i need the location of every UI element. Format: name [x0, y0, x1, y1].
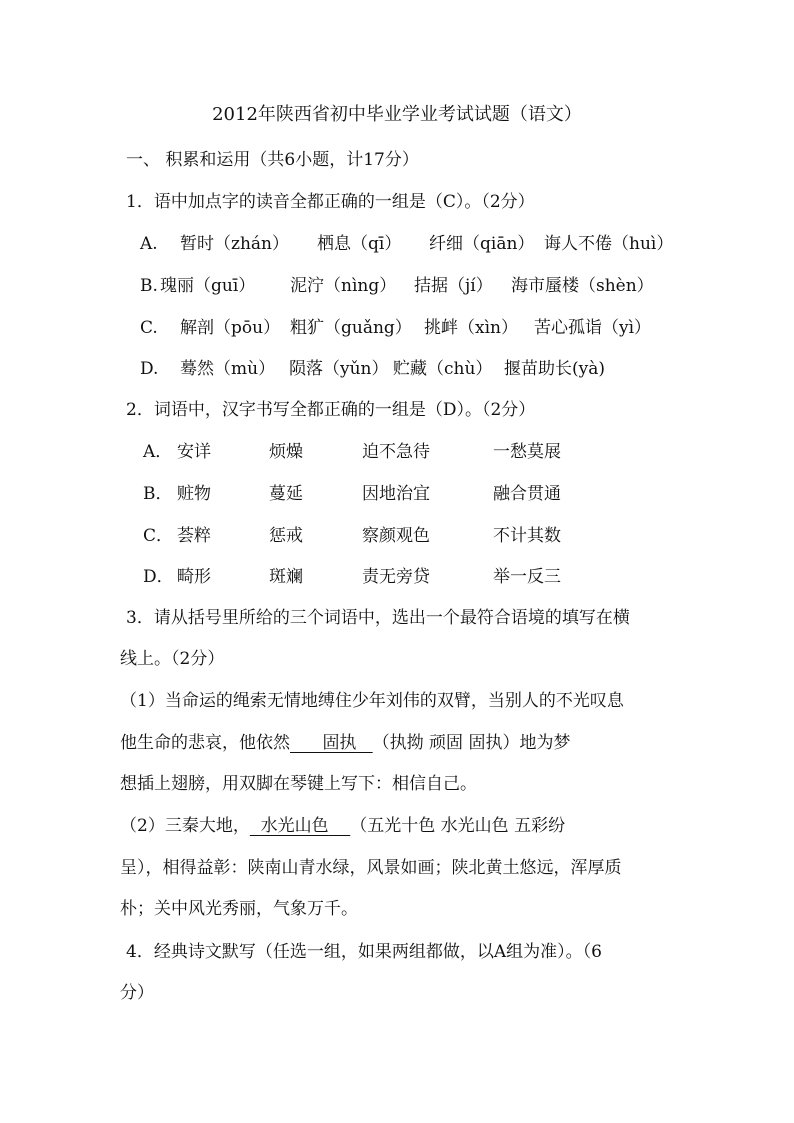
option-item: 海市蜃楼（shèn）	[511, 276, 654, 296]
option-item: 蓦然（mù）	[180, 359, 276, 379]
option-item: 烦燥	[269, 442, 303, 462]
option-item: 融合贯通	[493, 484, 561, 504]
part-1-answer: 固执	[322, 733, 357, 753]
option-label: B.	[140, 276, 158, 296]
question-3-part-2-line-2: 呈），相得益彰：陕南山青水绿，风景如画；陕北黄土悠远，浑厚质	[120, 858, 622, 878]
option-label: D.	[140, 359, 159, 379]
option-label: A.	[140, 234, 158, 254]
question-3-part-2-line-3: 朴；关中风光秀丽，气象万千。	[120, 899, 358, 919]
option-item: 察颜观色	[362, 526, 430, 546]
option-label: D．	[143, 567, 174, 587]
question-4-stem: 4．经典诗文默写（任选一组，如果两组都做，以A组为准）。（6	[126, 942, 602, 962]
option-item: 揠苗助长(yà)	[504, 359, 606, 379]
part-1-suffix: （执拗 顽固 固执）地为梦	[372, 733, 571, 753]
option-item: 一愁莫展	[493, 442, 561, 462]
part-2-answer: 水光山色	[260, 816, 329, 836]
option-item: 拮据（jí）	[414, 276, 493, 296]
question-3-part-1-line-2	[120, 732, 570, 754]
option-item: 不计其数	[493, 526, 561, 546]
part-2-prefix: （2）三秦大地，	[120, 816, 250, 836]
option-item: 栖息（qī）	[317, 234, 402, 254]
option-item: 苦心孤诣（yì）	[534, 318, 652, 338]
option-item: 安详	[177, 442, 211, 462]
question-3-stem-cont: 线上。（2分）	[120, 649, 225, 669]
option-item: 举一反三	[493, 567, 561, 587]
option-label: C．	[143, 526, 174, 546]
option-item: 诲人不倦（huì）	[544, 234, 674, 254]
question-3-part-1-line-3: 想插上翅膀，用双脚在琴键上写下：相信自己。	[120, 774, 477, 794]
option-label: A．	[143, 442, 173, 462]
question-2-stem: 2．词语中，汉字书写全都正确的一组是（D）。（2分）	[126, 400, 536, 420]
option-item: 解剖（pōu）	[180, 318, 281, 338]
option-item: 荟粹	[177, 526, 211, 546]
option-item: 责无旁贷	[362, 567, 430, 587]
option-label: B．	[143, 484, 173, 504]
option-item: 陨落（yǔn）	[289, 359, 389, 379]
question-1-stem: 1．语中加点字的读音全都正确的一组是（C）。（2分）	[126, 192, 535, 212]
part-2-answer-blank	[250, 816, 350, 836]
part-1-answer-blank	[290, 733, 373, 753]
question-3-stem: 3．请从括号里所给的三个词语中，选出一个最符合语境的填写在横	[126, 608, 630, 628]
option-item: 因地治宜	[362, 484, 430, 504]
option-item: 瑰丽（guī）	[160, 276, 256, 296]
page-title: 2012年陕西省初中毕业学业考试试题（语文）	[212, 104, 582, 125]
option-item: 粗犷（guǎng）	[290, 318, 412, 338]
option-item: 迫不急待	[362, 442, 430, 462]
option-item: 纤细（qiān）	[429, 234, 535, 254]
option-item: 蔓延	[269, 484, 303, 504]
option-item: 暂时（zhán）	[180, 234, 289, 254]
option-item: 惩戒	[269, 526, 303, 546]
section-heading: 一、 积累和运用（共6小题，计17分）	[126, 150, 419, 170]
option-item: 贮藏（chù）	[393, 359, 493, 379]
part-2-suffix: （五光十色 水光山色 五彩纷	[350, 816, 566, 836]
option-item: 畸形	[177, 567, 211, 587]
question-3-part-2-line-1	[120, 815, 565, 837]
option-label: C.	[140, 318, 158, 338]
question-3-part-1-line-1: （1）当命运的绳索无情地缚住少年刘伟的双臂，当别人的不光叹息	[120, 691, 624, 711]
option-item: 挑衅（xìn）	[424, 318, 518, 338]
option-item: 斑斓	[269, 567, 303, 587]
option-item: 赃物	[177, 484, 211, 504]
part-1-prefix: 他生命的悲哀，他依然	[120, 733, 290, 753]
option-item: 泥泞（nìng）	[290, 276, 397, 296]
question-4-stem-cont: 分）	[120, 983, 154, 1003]
